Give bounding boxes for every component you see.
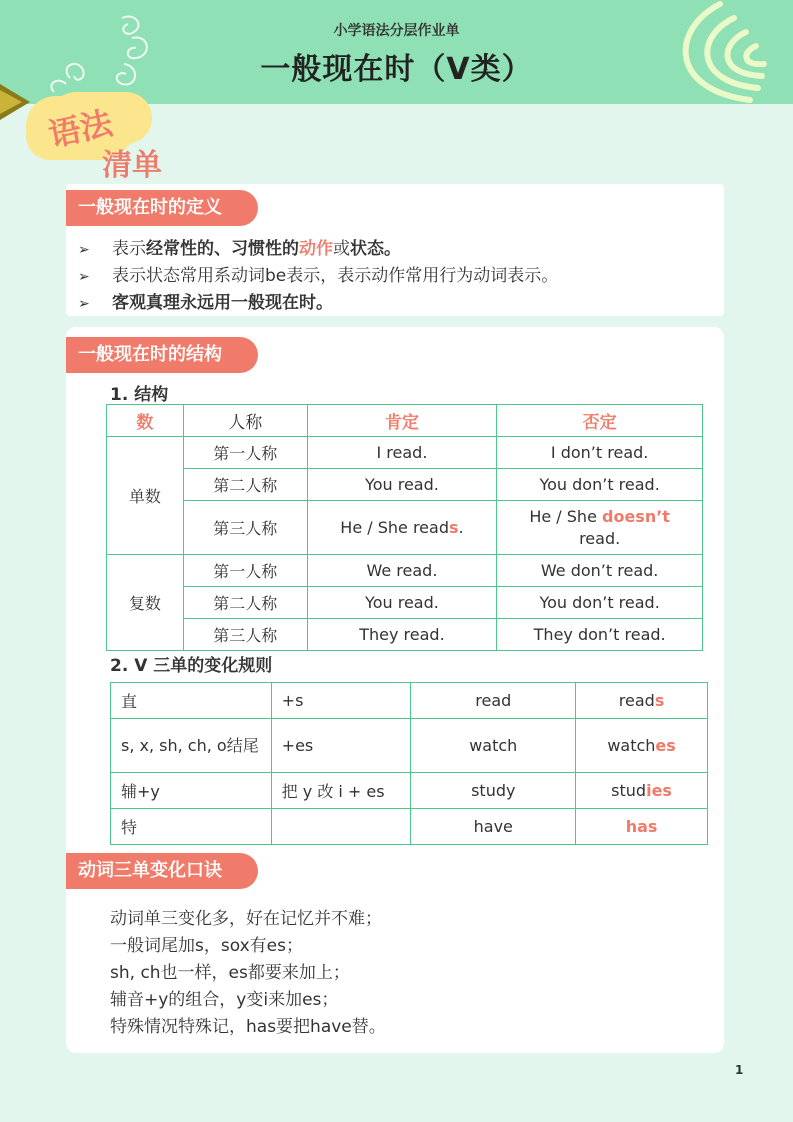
positive-cell: You read. [307,469,497,501]
bullet-highlight: 动作 [299,239,333,259]
definition-tag: 一般现在时的定义 [66,190,258,226]
bullet-text: 表示 [112,239,146,259]
cell-text: He / She [529,506,602,526]
swirl-decoration-icon [40,8,180,108]
cell-highlight: s [448,518,459,537]
positive-cell: You read. [307,587,497,619]
person-cell: 第三人称 [183,501,307,555]
table-row [107,619,703,651]
result-cell [576,773,708,809]
result-cell [576,719,708,773]
arc-decoration-icon [650,0,793,104]
word-cell: read [411,683,576,719]
table-row [111,683,708,719]
header-cell: 否定 [497,405,703,437]
result-cell [576,809,708,845]
bullet-text: 或 [333,239,350,259]
negative-cell: We don’t read. [497,555,703,587]
arrow-bullet-icon: ➢ [78,242,90,258]
case-cell: 辅+y [111,773,272,809]
case-cell: 直 [111,683,272,719]
arrow-bullet-icon: ➢ [78,269,90,285]
negative-cell: You don’t read. [497,587,703,619]
cell-highlight: has [625,817,658,836]
table-row [107,555,703,587]
cell-text: watch [607,736,656,755]
rhyme-line: 辅音+y的组合，y变i来加es； [110,990,339,1010]
table-row [111,809,708,845]
negative-cell: You don’t read. [497,469,703,501]
cell-highlight: ies [646,781,672,800]
page-number: 1 [735,1063,744,1077]
case-cell: 特 [111,809,272,845]
bullet-item [78,236,558,263]
rhyme-line: 特殊情况特殊记，has要把have替。 [110,1017,386,1037]
bullet-bold: 。 [384,239,401,259]
rules-table [110,682,708,845]
cell-text: He / She read [340,518,449,537]
word-cell: watch [411,719,576,773]
rhyme-line: 动词单三变化多，好在记忆并不难； [110,909,382,929]
negative-cell: I don’t read. [497,437,703,469]
number-cell: 复数 [107,555,184,651]
section-label-structure: 1. 结构 [110,385,169,405]
rule-cell: +es [271,719,411,773]
negative-cell: They don’t read. [497,619,703,651]
positive-cell: I read. [307,437,497,469]
rhyme-line: sh, ch也一样，es都要来加上； [110,963,350,983]
table-row [111,719,708,773]
rule-cell [271,809,411,845]
bullet-bold: 状态 [350,239,384,259]
rhyme-tag: 动词三单变化口诀 [66,853,258,889]
cell-text: . [458,518,464,537]
definition-bullets [78,236,558,317]
rule-cell: 把 y 改 i + es [271,773,411,809]
arrow-bullet-icon: ➢ [78,296,90,312]
structure-tag: 一般现在时的结构 [66,337,258,373]
table-row [107,469,703,501]
cell-highlight: s [654,691,665,710]
person-cell: 第二人称 [183,469,307,501]
person-cell: 第一人称 [183,437,307,469]
positive-cell [307,501,497,555]
header-subtitle: 小学语法分层作业单 [333,23,460,39]
bullet-item [78,290,558,317]
word-cell: study [411,773,576,809]
number-cell: 单数 [107,437,184,555]
bullet-item [78,263,558,290]
cell-highlight: es [655,736,676,755]
header-cell: 人称 [183,405,307,437]
structure-table [106,404,703,651]
cell-highlight: doesn’t [602,506,670,526]
section-label-rules: 2. V 三单的变化规则 [110,656,273,676]
word-cell: have [411,809,576,845]
person-cell: 第二人称 [183,587,307,619]
bullet-bold: 经常性的、习惯性的 [146,239,299,259]
header-cell: 数 [107,405,184,437]
table-header-row [107,405,703,437]
case-cell: s, x, sh, ch, o结尾 [111,719,272,773]
person-cell: 第一人称 [183,555,307,587]
table-row [107,501,703,555]
positive-cell: They read. [307,619,497,651]
rule-cell: +s [271,683,411,719]
bullet-text: 表示状态常用系动词be表示，表示动作常用行为动词表示。 [112,266,559,286]
rhyme-lines [110,906,386,1041]
table-row [107,437,703,469]
cell-text: read. [579,528,621,548]
negative-cell [497,501,703,555]
cell-text: read [618,691,655,710]
badge-text-grammar: 语法 [45,103,116,155]
rhyme-line: 一般词尾加s，sox有es； [110,936,303,956]
person-cell: 第三人称 [183,619,307,651]
page-title: 一般现在时（V类） [260,52,533,87]
result-cell [576,683,708,719]
positive-cell: We read. [307,555,497,587]
header-cell: 肯定 [307,405,497,437]
table-row [107,587,703,619]
table-row [111,773,708,809]
bullet-bold: 客观真理永远用一般现在时。 [112,293,333,313]
badge-text-list: 清单 [102,148,162,183]
cell-text: stud [611,781,647,800]
